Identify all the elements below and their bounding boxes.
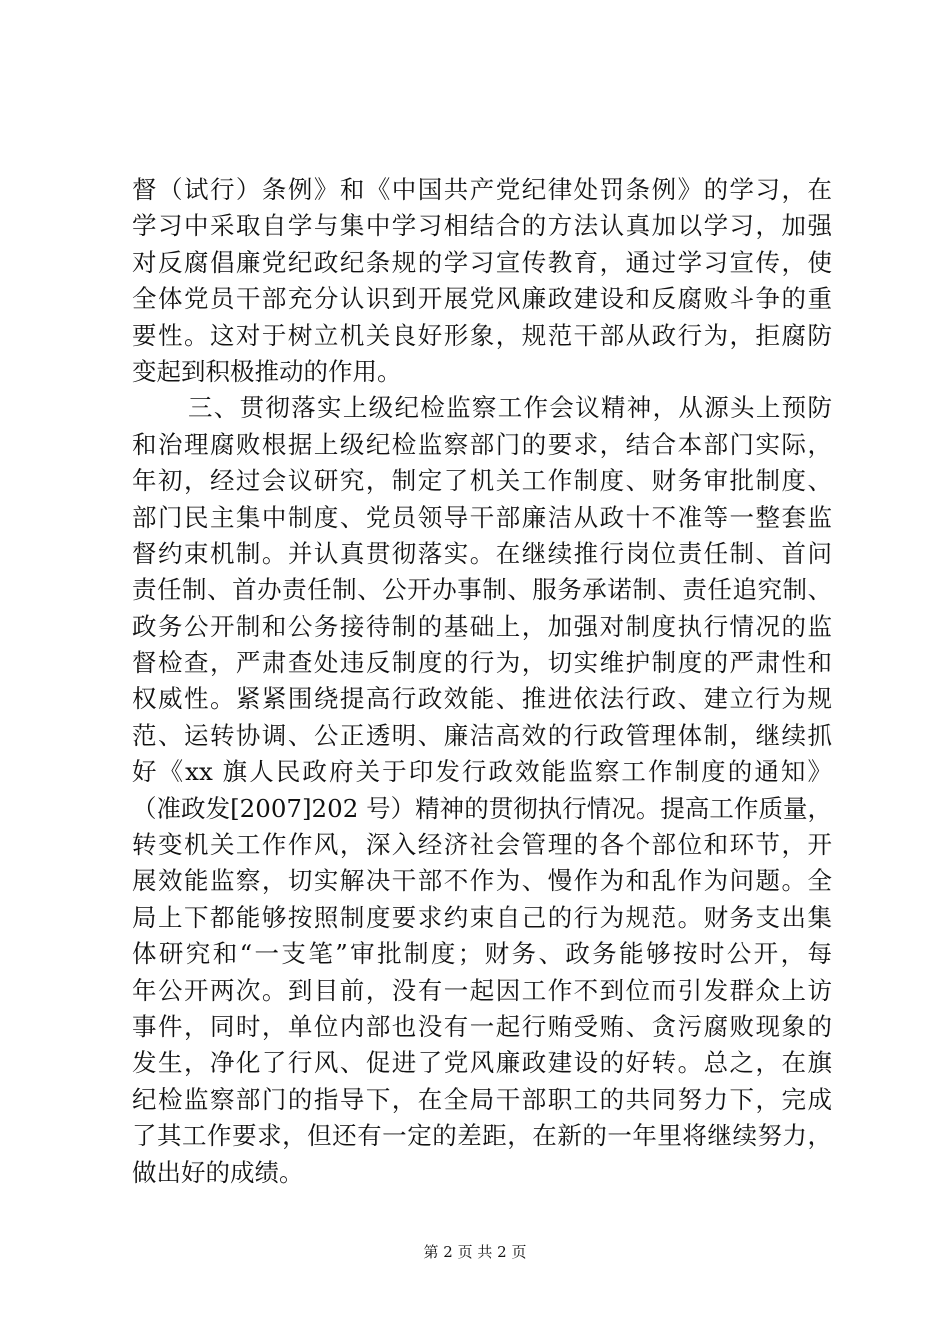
text-line: 督（试行）条例》和《中国共产党纪律处罚条例》的学习，在 [132, 175, 832, 204]
text-line: 和治理腐败根据上级纪检监察部门的要求，结合本部门实际， [132, 429, 832, 459]
text-line: 了其工作要求，但还有一定的差距，在新的一年里将继续努力， [132, 1121, 832, 1151]
text-line: 体研究和“一支笔”审批制度；财务、政务能够按时公开，每 [132, 939, 832, 969]
text-line: 督检查，严肃查处违反制度的行为，切实维护制度的严肃性和 [132, 648, 832, 678]
text-line: 范、运转协调、公正透明、廉洁高效的行政管理体制，继续抓 [132, 720, 832, 750]
text-line: （准政发[2007]202 号）精神的贯彻执行情况。提高工作质量， [132, 793, 832, 823]
text-line: 督约束机制。并认真贯彻落实。在继续推行岗位责任制、首问 [132, 538, 832, 568]
text-line: 责任制、首办责任制、公开办事制、服务承诺制、责任追究制、 [132, 575, 832, 605]
text-line: 学习中采取自学与集中学习相结合的方法认真加以学习，加强 [132, 211, 832, 241]
text-line: 局上下都能够按照制度要求约束自己的行为规范。财务支出集 [132, 902, 832, 932]
text-line: 要性。这对于树立机关良好形象，规范干部从政行为，拒腐防 [132, 320, 832, 350]
text-line: 事件，同时，单位内部也没有一起行贿受贿、贪污腐败现象的 [132, 1011, 832, 1041]
text-line: 做出好的成绩。 [132, 1157, 304, 1187]
text-line: 年公开两次。到目前，没有一起因工作不到位而引发群众上访 [132, 975, 832, 1005]
text-line: 变起到积极推动的作用。 [132, 356, 402, 386]
text-line: 全体党员干部充分认识到开展党风廉政建设和反腐败斗争的重 [132, 284, 832, 314]
text-line: 好《xx 旗人民政府关于印发行政效能监察工作制度的通知》 [132, 757, 832, 787]
text-line: 权威性。紧紧围绕提高行政效能、推进依法行政、建立行为规 [132, 684, 832, 714]
paragraph-start-line: 三、贯彻落实上级纪检监察工作会议精神，从源头上预防 [188, 393, 832, 423]
text-line: 政务公开制和公务接待制的基础上，加强对制度执行情况的监 [132, 611, 832, 641]
text-line: 展效能监察，切实解决干部不作为、慢作为和乱作为问题。全 [132, 866, 832, 896]
text-line: 年初，经过会议研究，制定了机关工作制度、财务审批制度、 [132, 466, 832, 496]
text-line: 纪检监察部门的指导下，在全局干部职工的共同努力下，完成 [132, 1084, 832, 1114]
page-number-footer: 第 2 页 共 2 页 [423, 1243, 527, 1261]
text-line: 发生，净化了行风、促进了党风廉政建设的好转。总之，在旗 [132, 1048, 832, 1078]
document-body [132, 172, 832, 1191]
text-line: 转变机关工作作风，深入经济社会管理的各个部位和环节，开 [132, 830, 832, 860]
text-line: 部门民主集中制度、党员领导干部廉洁从政十不准等一整套监 [132, 502, 832, 532]
text-line: 对反腐倡廉党纪政纪条规的学习宣传教育，通过学习宣传，使 [132, 247, 832, 277]
